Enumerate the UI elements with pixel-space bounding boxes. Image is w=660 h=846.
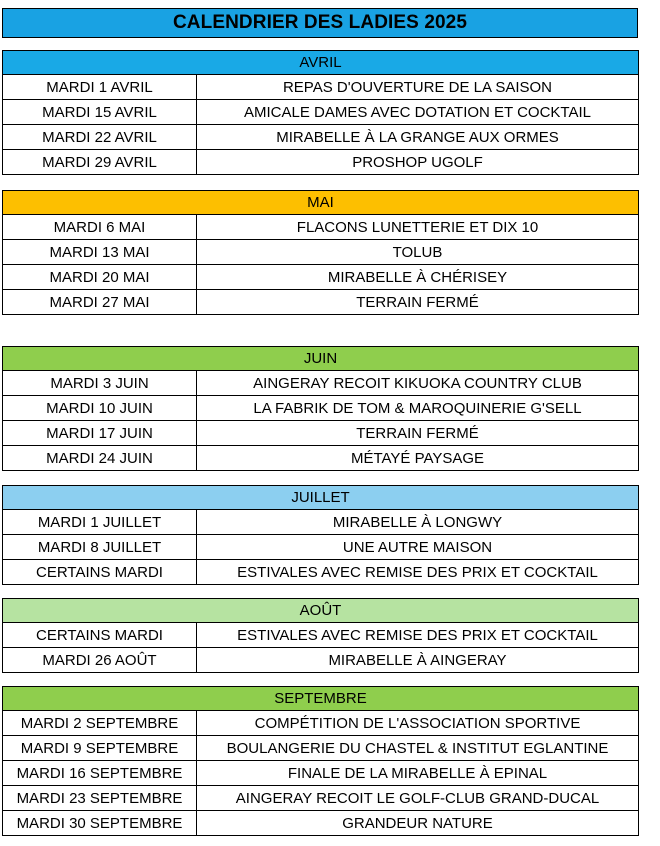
event-name: UNE AUTRE MAISON	[197, 535, 639, 560]
table-row	[3, 786, 639, 811]
event-date: MARDI 22 AVRIL	[3, 125, 197, 150]
month-header-row	[3, 687, 639, 711]
event-date: MARDI 8 JUILLET	[3, 535, 197, 560]
table-row	[3, 560, 639, 585]
event-date: MARDI 9 SEPTEMBRE	[3, 736, 197, 761]
month-header: AVRIL	[3, 51, 639, 75]
event-name: ESTIVALES AVEC REMISE DES PRIX ET COCKTAIL	[197, 623, 639, 648]
table-row	[3, 510, 639, 535]
month-section-0	[2, 50, 639, 175]
table-row	[3, 421, 639, 446]
event-name: ESTIVALES AVEC REMISE DES PRIX ET COCKTAIL	[197, 560, 639, 585]
month-header: AOÛT	[3, 599, 639, 623]
month-section-4	[2, 598, 639, 673]
month-section-5	[2, 686, 639, 836]
event-name: FLACONS LUNETTERIE ET DIX 10	[197, 215, 639, 240]
table-row	[3, 265, 639, 290]
event-name: AINGERAY RECOIT KIKUOKA COUNTRY CLUB	[197, 371, 639, 396]
event-date: MARDI 26 AOÛT	[3, 648, 197, 673]
event-date: MARDI 20 MAI	[3, 265, 197, 290]
event-name: AMICALE DAMES AVEC DOTATION ET COCKTAIL	[197, 100, 639, 125]
event-name: MIRABELLE À AINGERAY	[197, 648, 639, 673]
event-date: MARDI 24 JUIN	[3, 446, 197, 471]
event-date: MARDI 29 AVRIL	[3, 150, 197, 175]
month-header-row	[3, 51, 639, 75]
table-row	[3, 75, 639, 100]
month-header: SEPTEMBRE	[3, 687, 639, 711]
table-row	[3, 215, 639, 240]
table-row	[3, 711, 639, 736]
event-date: MARDI 1 AVRIL	[3, 75, 197, 100]
event-date: CERTAINS MARDI	[3, 560, 197, 585]
event-name: TERRAIN FERMÉ	[197, 290, 639, 315]
event-name: GRANDEUR NATURE	[197, 811, 639, 836]
month-header-row	[3, 486, 639, 510]
table-row	[3, 648, 639, 673]
event-date: MARDI 27 MAI	[3, 290, 197, 315]
table-row	[3, 446, 639, 471]
event-name: TOLUB	[197, 240, 639, 265]
event-date: CERTAINS MARDI	[3, 623, 197, 648]
month-section-3	[2, 485, 639, 585]
table-row	[3, 396, 639, 421]
event-date: MARDI 13 MAI	[3, 240, 197, 265]
month-section-2	[2, 346, 639, 471]
month-header: JUILLET	[3, 486, 639, 510]
event-date: MARDI 23 SEPTEMBRE	[3, 786, 197, 811]
event-name: MIRABELLE À LONGWY	[197, 510, 639, 535]
event-date: MARDI 16 SEPTEMBRE	[3, 761, 197, 786]
event-name: LA FABRIK DE TOM & MAROQUINERIE G'SELL	[197, 396, 639, 421]
event-name: MÉTAYÉ PAYSAGE	[197, 446, 639, 471]
event-date: MARDI 6 MAI	[3, 215, 197, 240]
event-name: COMPÉTITION DE L'ASSOCIATION SPORTIVE	[197, 711, 639, 736]
table-row	[3, 290, 639, 315]
event-date: MARDI 2 SEPTEMBRE	[3, 711, 197, 736]
month-header-row	[3, 191, 639, 215]
table-row	[3, 736, 639, 761]
table-row	[3, 125, 639, 150]
table-row	[3, 811, 639, 836]
event-date: MARDI 3 JUIN	[3, 371, 197, 396]
event-date: MARDI 17 JUIN	[3, 421, 197, 446]
event-name: MIRABELLE À CHÉRISEY	[197, 265, 639, 290]
event-date: MARDI 10 JUIN	[3, 396, 197, 421]
event-date: MARDI 1 JUILLET	[3, 510, 197, 535]
month-header-row	[3, 347, 639, 371]
event-name: FINALE DE LA MIRABELLE À EPINAL	[197, 761, 639, 786]
table-row	[3, 150, 639, 175]
event-name: MIRABELLE À LA GRANGE AUX ORMES	[197, 125, 639, 150]
event-name: BOULANGERIE DU CHASTEL & INSTITUT EGLANTINE	[197, 736, 639, 761]
event-name: AINGERAY RECOIT LE GOLF-CLUB GRAND-DUCAL	[197, 786, 639, 811]
month-header: JUIN	[3, 347, 639, 371]
event-date: MARDI 15 AVRIL	[3, 100, 197, 125]
table-row	[3, 240, 639, 265]
month-header: MAI	[3, 191, 639, 215]
table-row	[3, 535, 639, 560]
month-header-row	[3, 599, 639, 623]
event-name: REPAS D'OUVERTURE DE LA SAISON	[197, 75, 639, 100]
month-section-1	[2, 190, 639, 315]
table-row	[3, 623, 639, 648]
table-row	[3, 100, 639, 125]
event-name: TERRAIN FERMÉ	[197, 421, 639, 446]
page-title: CALENDRIER DES LADIES 2025	[2, 8, 638, 38]
table-row	[3, 761, 639, 786]
event-name: PROSHOP UGOLF	[197, 150, 639, 175]
event-date: MARDI 30 SEPTEMBRE	[3, 811, 197, 836]
table-row	[3, 371, 639, 396]
